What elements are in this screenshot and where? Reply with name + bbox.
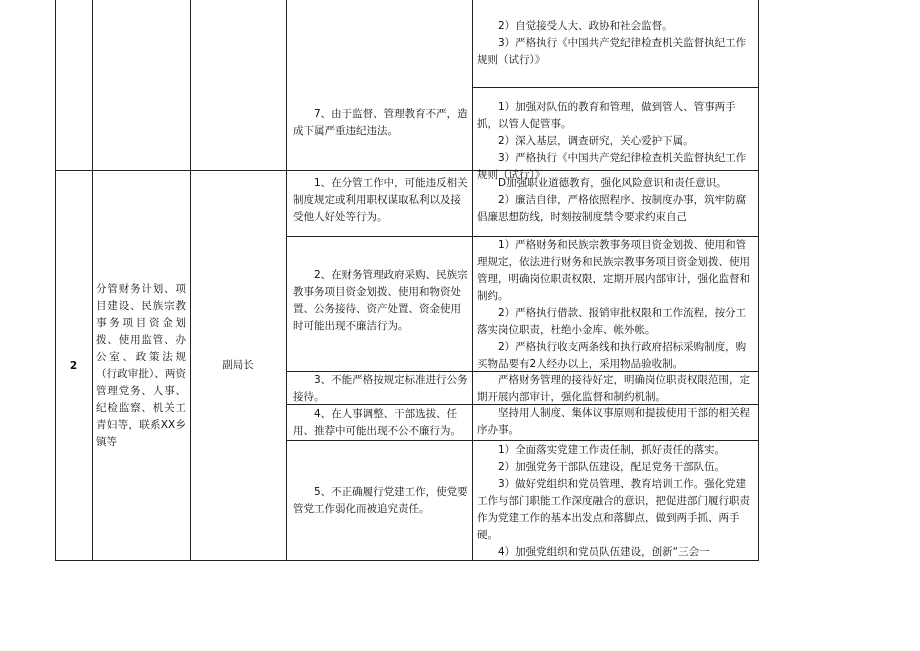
measure-item: 2）廉洁自律，严格依照程序、按制度办事，筑牢防腐倡廉思想防线，时刻按制度禁令要求约束自己 [477,194,747,223]
measure-item: 严格财务管理的接待好定，明确岗位职责权限范围，定期开展内部审计，强化监督和制约机制。 [477,374,750,403]
measures-cell [472,237,758,373]
measure-item: 2）自觉接受人大、政协和社会监督。 [498,20,673,32]
risk-cell: 2、在财务管理政府采购、民族宗教事务项目资金划拨、使用和物资处置、公务接待、资产处置、资金使用时可能出现不廉洁行为。 [293,269,468,332]
row-divider [286,440,759,441]
measure-item: 2）深入基层，调查研究，关心爱护下属。 [498,135,694,147]
measure-item: 3）严格执行《中国共产党纪律检查机关监督执纪工作规则（试行）》 [477,37,747,66]
measure-item: 2）严格执行借款、报销审批权限和工作流程，按分工落实岗位职责，杜绝小金库、帐外帐。 [477,307,747,336]
table-border-right [758,0,759,561]
risk-table [55,0,848,561]
duty-text: 分管财务计划、项目建设、民族宗教事务项目资金划拨、使用监管、办公室、政策法规（行政审批）、两资管理党务、人事、纪检监察、机关工青妇等，联系XX乡镇等 [96,282,186,448]
measures-cell [472,99,758,184]
measure-item: 3）严格执行《中国共产党纪律检查机关监督执纪工作规则（试行）》 [477,152,747,181]
measure-item: 2）加强党务干部队伍建设，配足党务干部队伍。 [498,461,726,473]
measure-item: D加强职业道德教育，强化风险意识和责任意识。 [498,177,727,189]
table-border-bottom [55,560,759,561]
measure-item: 1）加强对队伍的教育和管理，做到管人、管事两手抓，以管人促管事。 [477,101,736,130]
measures-cell [472,175,758,226]
risk-cell: 4、在人事调整、干部选拔、任用、推荐中可能出现不公不廉行为。 [293,408,461,437]
duty-cell [92,171,190,560]
measure-item: 1）严格财务和民族宗教事务项目资金划拨、使用和管理规定，依法进行财务和民族宗教事务项目资金划拨、使用管理，明确岗位职责权限，定期开展内部审计，强化监督和制约。 [477,239,750,302]
row-divider [472,87,759,88]
measures-cell [472,442,758,560]
risk-cell: 5、不正确履行党建工作，使党要管党工作弱化而被追究责任。 [293,486,468,515]
row-number: 2 [69,359,78,372]
measure-item: 4）加强党组织和党员队伍建设，创新“三会一 [498,546,710,558]
measure-item: 1）全面落实党建工作责任制，抓好责任的落实。 [498,444,726,456]
measure-item: 2）严格执行收支两条线和执行政府招标采购制度，购买物品要有2人经办以上，采用物品验收制。 [477,341,747,370]
measure-item: 坚持用人制度、集体议事原则和提拔使用干部的相关程序办事。 [477,407,750,436]
measure-item: 3）做好党组织和党员管理、教育培训工作。强化党建工作与部门职能工作深度融合的意识，把促进部门履行职责作为党建工作的基本出发点和落脚点，做到两手抓、两手硬。 [477,478,750,541]
measures-cell [472,405,758,439]
risk-cell: 1、在分管工作中，可能违反相关制度规定或利用职权谋取私利以及接受他人好处等行为。 [293,177,468,223]
measures-cell [472,372,758,406]
risk-cell: 3、不能严格按规定标准进行公务接待。 [293,374,468,403]
measures-cell [472,18,758,69]
risk-cell: 7、由于监督、管理教育不严，造成下属严重违纪违法。 [293,108,468,137]
position-cell: 副局长 [222,359,254,371]
